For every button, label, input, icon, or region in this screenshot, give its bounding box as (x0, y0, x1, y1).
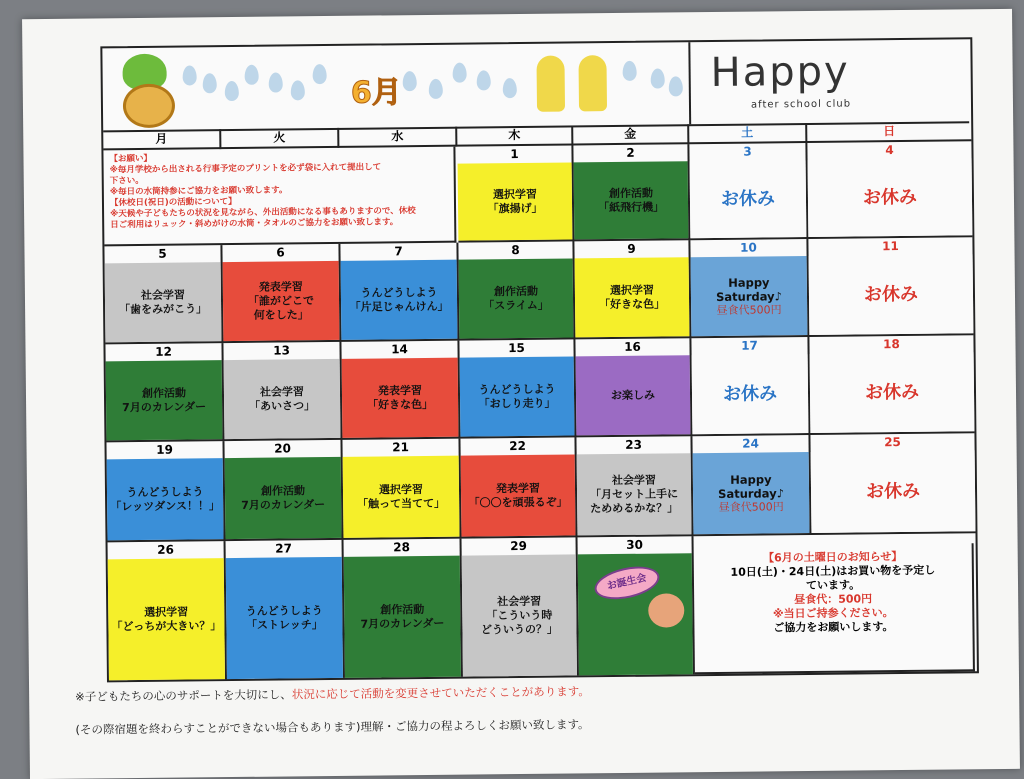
day-number: 18 (883, 337, 900, 352)
notice-box (103, 147, 456, 247)
month-banner (102, 42, 691, 130)
day-number: 15 (508, 340, 525, 356)
day-number: 16 (624, 339, 641, 354)
calendar-day-cell (105, 343, 224, 442)
raindrop-decoration (503, 78, 517, 98)
activity-line: 選択学習 (144, 604, 189, 619)
closed-label: お休み (863, 283, 919, 305)
bear-illustration (648, 593, 684, 627)
club-logo (690, 39, 969, 124)
activity-line: 社会学習 (140, 288, 186, 302)
activity-line: 発表学習 (495, 481, 541, 495)
activity-line: 「片足じゃんけん」 (349, 299, 449, 314)
calendar-header (102, 39, 969, 132)
activity-line: 昼食代500円 (718, 499, 784, 514)
day-number: 23 (625, 437, 642, 452)
activity-line: 選択学習 (492, 187, 537, 201)
calendar-day-cell (104, 245, 223, 344)
calendar-day-cell (573, 144, 690, 241)
activity-box (809, 254, 974, 335)
day-number: 22 (509, 438, 526, 454)
day-number: 4 (885, 143, 894, 158)
activity-line: 「〇〇を頑張るぞ」 (468, 495, 568, 510)
calendar-day-cell (692, 435, 811, 536)
day-number: 21 (392, 440, 409, 455)
day-number: 24 (742, 436, 759, 451)
notice-line: ※毎月学校から出される行事予定のプリントを必ず袋に入れて提出して (109, 162, 382, 176)
day-number: 12 (155, 344, 172, 359)
raindrop-decoration (669, 76, 683, 96)
saturday-notice-title: 【6月の土曜日のお知らせ】 (762, 550, 903, 565)
activity-line: 「レッツダンス！！」 (110, 498, 220, 513)
footer-text-highlight: 状況に応じて活動を変更させていただくことがあります。 (291, 684, 590, 702)
activity-line: 7月のカレンダー (122, 399, 207, 414)
day-number: 26 (157, 542, 175, 557)
day-number: 17 (741, 338, 758, 353)
saturday-notice-line: 10日(土)・24日(土)はお買い物を予定し (730, 563, 936, 579)
day-number: 27 (275, 541, 293, 556)
calendar-day-cell (807, 141, 972, 239)
raindrop-decoration (651, 68, 665, 88)
activity-line: 「ストレッチ」 (245, 617, 323, 632)
activity-line: 創作活動 (608, 186, 653, 200)
activity-line: 社会学習 (611, 473, 656, 487)
kid-raincoat-illustration (578, 55, 607, 111)
weekday-header: 日 (807, 121, 971, 143)
day-number: 10 (740, 240, 757, 255)
activity-line: うんどうしよう (245, 603, 323, 618)
calendar-day-cell (689, 143, 808, 240)
calendar-day-cell (810, 433, 975, 535)
calendar-day-cell (691, 337, 810, 436)
activity-box (578, 553, 693, 675)
activity-line: 発表学習 (258, 279, 303, 294)
closed-label: お休み (864, 381, 920, 403)
calendar-day-cell (460, 437, 577, 538)
notice-line: 日ご利用はリュック・斜めがけの水筒・タオルのご協力をお願い致します。 (110, 217, 399, 231)
activity-box (575, 257, 690, 337)
activity-line: 社会学習 (259, 384, 305, 399)
activity-box (574, 161, 689, 239)
footer-note (75, 683, 590, 704)
raindrop-decoration (245, 65, 259, 85)
calendar-day-cell (690, 239, 809, 338)
calendar-day-cell (226, 540, 345, 679)
calendar-day-cell (108, 541, 227, 680)
raindrop-decoration (225, 81, 239, 101)
activity-box (105, 262, 222, 342)
activity-line: 「触って当てて」 (357, 496, 446, 511)
saturday-notice-line: ています。 (805, 578, 861, 593)
activity-line: 創作活動 (493, 284, 538, 298)
saturday-notice-line: ご協力をお願いします。 (773, 620, 894, 635)
weekday-header: 水 (339, 127, 457, 148)
lunch-fee: 昼食代：500円 (794, 592, 873, 607)
raindrop-decoration (269, 72, 283, 92)
day-number: 9 (627, 241, 636, 256)
day-number: 7 (394, 244, 403, 259)
activity-box (224, 359, 341, 439)
activity-line: 7月のカレンダー (241, 497, 326, 512)
calendar-day-cell (342, 439, 461, 540)
calendar-day-cell (341, 341, 460, 440)
activity-box (108, 558, 225, 680)
notice-line: ※天候や子どもたちの状況を見ながら、外出活動になる事もありますので、休校 (110, 206, 416, 220)
activity-box (576, 355, 691, 435)
activity-box (343, 456, 460, 538)
calendar-day-cell (106, 441, 225, 542)
activity-line: 「こういう時 (486, 608, 553, 622)
activity-line: 「あいさつ」 (249, 398, 316, 413)
notice-line: 【お願い】 (109, 153, 153, 165)
closed-label: お休み (865, 480, 921, 502)
day-number: 1 (510, 147, 519, 162)
activity-line: 「どっちが大きい？」 (111, 618, 222, 633)
calendar-day-cell (576, 436, 693, 537)
calendar-day-cell (344, 539, 463, 678)
day-number: 20 (274, 441, 291, 456)
day-number: 28 (393, 540, 411, 555)
activity-line: お楽しみ (610, 388, 656, 402)
day-number: 5 (158, 246, 167, 261)
activity-box (811, 450, 976, 533)
raindrop-decoration (453, 63, 467, 83)
activity-line: 創作活動 (260, 483, 306, 498)
calendar-day-cell (223, 342, 342, 441)
activity-line: 社会学習 (497, 594, 542, 608)
activity-line: ためめるかな？」 (590, 500, 679, 515)
activity-box (577, 453, 692, 535)
activity-box (810, 352, 975, 433)
raindrop-decoration (203, 73, 217, 93)
weekday-header: 火 (221, 128, 339, 149)
month-title: 6月 (350, 75, 402, 111)
day-number: 25 (884, 435, 901, 450)
day-number: 11 (882, 239, 899, 254)
footer-note (75, 716, 589, 737)
activity-box (342, 358, 459, 438)
logo-title: Happy (710, 48, 850, 96)
day-number: 8 (511, 243, 520, 258)
day-number: 6 (276, 245, 285, 260)
activity-box (461, 454, 576, 536)
birthday-party-badge: お誕生会 (592, 561, 663, 605)
activity-box (691, 256, 808, 336)
raindrop-decoration (183, 65, 197, 85)
activity-line: 何をした」 (253, 307, 309, 322)
footer-text: (その際宿題を終わらすことができない場合もあります)理解・ご協力の程よろしくお願い致します。 (75, 717, 590, 737)
day-number: 3 (743, 144, 752, 159)
activity-line: Saturday♪ (718, 485, 785, 501)
kid-raincoat-illustration (536, 56, 565, 112)
activity-line: 選択学習 (378, 482, 424, 496)
activity-line: うんどうしよう (126, 484, 204, 499)
closed-label: お休み (862, 186, 918, 208)
activity-line: 「誰がどこで (247, 293, 315, 308)
raindrop-decoration (313, 64, 327, 84)
activity-box (693, 452, 810, 534)
activity-line: うんどうしよう (360, 285, 438, 300)
activity-line: 「好きな色」 (598, 296, 666, 311)
activity-line: 昼食代500円 (716, 302, 782, 317)
raindrop-decoration (429, 79, 443, 99)
raindrop-decoration (291, 80, 305, 100)
activity-line: Saturday♪ (715, 288, 782, 304)
calendar-day-cell (458, 241, 575, 340)
weekday-header: 月 (103, 129, 221, 150)
calendar-grid (100, 37, 979, 682)
activity-box (344, 556, 461, 678)
activity-line: 「おしり走り」 (478, 396, 556, 410)
day-number: 2 (626, 145, 635, 160)
weekday-header: 金 (573, 124, 689, 145)
notice-line: 下さい。 (109, 175, 144, 187)
raindrop-decoration (403, 71, 417, 91)
notice-line: 【休校日(祝日)の活動について】 (109, 196, 237, 209)
calendar-day-cell (224, 440, 343, 541)
calendar-sheet (22, 9, 1020, 779)
activity-line: 7月のカレンダー (360, 616, 445, 631)
closed-label: お休み (720, 187, 776, 210)
saturday-notice-line: ※当日ご持参ください。 (772, 606, 894, 621)
day-number: 14 (391, 342, 408, 357)
activity-box (341, 260, 458, 340)
calendar-day-cell (809, 335, 974, 435)
activity-box (226, 557, 343, 679)
calendar-day-cell (578, 536, 695, 675)
activity-line: Happy (730, 471, 772, 487)
snail-illustration (123, 84, 175, 129)
footer-text: ※子どもたちの心のサポートを大切にし、 (75, 687, 292, 704)
raindrop-decoration (623, 61, 637, 81)
activity-line: 「スライム」 (483, 298, 549, 312)
weekday-header: 土 (689, 123, 807, 144)
activity-line: Happy (728, 274, 770, 290)
calendar-day-cell (222, 244, 341, 343)
calendar-day-cell (808, 237, 973, 337)
activity-line: 「月セット上手に (589, 486, 679, 501)
calendar-day-cell (340, 243, 459, 342)
calendar-day-cell (574, 240, 691, 339)
activity-box (223, 261, 340, 341)
activity-box (808, 158, 973, 237)
activity-line: 「旗揚げ」 (487, 201, 543, 215)
activity-line: 創作活動 (380, 602, 425, 616)
activity-box (106, 360, 223, 440)
notice-line: ※毎日の水筒持参にご協力をお願い致します。 (109, 185, 288, 198)
activity-box (692, 354, 809, 434)
day-number: 13 (273, 343, 290, 358)
activity-box (690, 160, 807, 238)
calendar-day-cell (575, 338, 692, 437)
calendar-day-cell (457, 145, 574, 242)
activity-line: 「歯をみがこう」 (119, 301, 208, 316)
activity-line: うんどうしよう (478, 382, 556, 396)
activity-box (459, 258, 574, 338)
calendar-day-cell (462, 537, 579, 676)
raindrop-decoration (477, 70, 491, 90)
activity-line: 発表学習 (377, 383, 423, 397)
activity-line: 「紙飛行機」 (597, 199, 665, 214)
calendar-day-cell (459, 339, 576, 438)
closed-label: お休み (722, 382, 778, 405)
activity-box (458, 162, 573, 240)
saturday-notice (694, 543, 975, 674)
activity-line: 「好きな色」 (367, 397, 434, 412)
logo-subtitle: after school club (750, 98, 852, 111)
day-number: 19 (156, 442, 173, 457)
activity-line: どういうの？」 (480, 622, 559, 636)
activity-box (462, 554, 577, 676)
activity-box (225, 457, 342, 539)
activity-line: 選択学習 (609, 283, 654, 297)
activity-line: 創作活動 (141, 386, 187, 400)
day-number: 29 (510, 538, 528, 554)
activity-box (460, 356, 575, 436)
activity-box (107, 458, 224, 540)
weekday-header: 木 (457, 125, 573, 146)
day-number: 30 (626, 537, 644, 552)
